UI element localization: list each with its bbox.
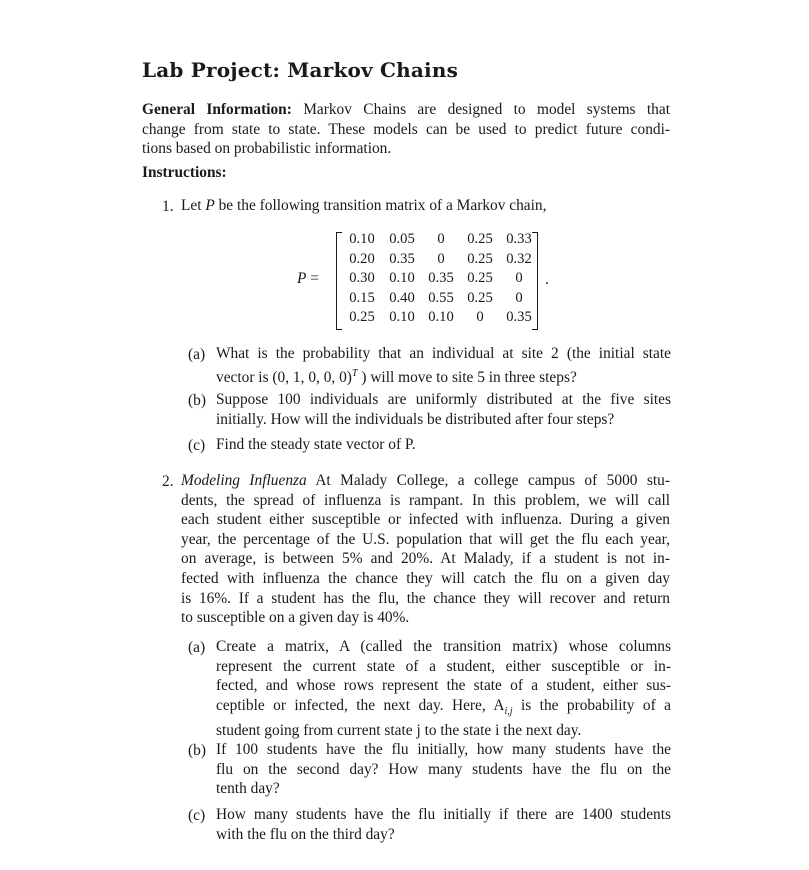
matrix-cell: 0.10 (428, 309, 454, 326)
matrix-cell: 0 (437, 231, 445, 247)
matrix-cell: 0.55 (428, 289, 454, 306)
matrix-cell: 0.10 (349, 231, 375, 247)
text-line: student going from current state j to the state i the next day. (216, 722, 582, 740)
matrix-cell: 0.25 (467, 289, 493, 306)
text-line: At Malady College, a college campus of 5000 stu- (306, 472, 670, 489)
text-line: with the flu on the third day? (216, 825, 395, 843)
text-line: Create a matrix, A (called the transition matrix) whose columns (216, 638, 671, 655)
matrix-cell: 0.25 (467, 270, 493, 287)
part-label: (b) (188, 392, 206, 409)
page-title: Lab Project: Markov Chains (142, 58, 459, 82)
matrix-period: . (545, 271, 549, 288)
matrix-cell: 0.32 (506, 250, 532, 267)
matrix-cell: 0.25 (467, 250, 493, 267)
matrix-cell: 0 (515, 289, 523, 306)
text-line: is the probability of a (512, 696, 671, 714)
text-line: year, the percentage of the U.S. population that will get the flu each year, (181, 530, 670, 548)
text-line: flu on the second day? How many students have the flu on the (216, 760, 671, 778)
problem-title: Modeling Influenza (181, 472, 307, 489)
part-1b-text (216, 390, 671, 429)
text-line: to susceptible on a given day is 40%. (181, 609, 410, 627)
vector-text: vector is (0, 1, 0, 0, 0) (216, 368, 352, 386)
text-line: What is the probability that an individual at site 2 (the initial state (216, 345, 671, 362)
general-info-line: change from state to state. These models can be used to predict future condi- (142, 120, 670, 138)
problem-number: 1. (162, 198, 174, 215)
matrix-cell: 0.15 (349, 289, 375, 306)
part-2a-text (216, 637, 671, 741)
transpose-superscript: T (351, 367, 358, 379)
matrix-cell: 0.25 (467, 231, 493, 247)
matrix-cell: 0 (476, 309, 484, 326)
intro-text: Let (181, 197, 206, 214)
index-subscript: i,j (504, 705, 513, 717)
text-line: each student either susceptible or infected with influenza. During a given (181, 511, 670, 529)
instructions-heading: Instructions: (142, 164, 227, 181)
text-line: Suppose 100 individuals are uniformly distributed at the five sites (216, 391, 671, 408)
matrix-grid (342, 231, 538, 329)
part-1c-text (216, 435, 671, 455)
text-line: on average, is between 5% and 20%. At Malady, if a student is not in- (181, 550, 670, 568)
part-1a-text (216, 344, 671, 387)
general-info-line: tions based on probabilistic information. (142, 140, 392, 158)
part-label: (c) (188, 437, 206, 454)
problem-number: 2. (162, 473, 174, 490)
matrix-cell: 0 (437, 250, 445, 267)
general-info-label: General Information: (142, 101, 292, 118)
text-line: If 100 students have the flu initially, how many students have the (216, 741, 671, 758)
matrix-cell: 0.35 (389, 250, 415, 267)
general-information (142, 100, 670, 159)
matrix-cell: 0.40 (389, 289, 415, 306)
part-label: (a) (188, 639, 206, 656)
text-line: ceptible or infected, the next day. Here, A (216, 696, 505, 714)
matrix-cell: 0.35 (506, 309, 532, 326)
matrix-cell: 0.33 (506, 231, 532, 247)
text-line: dents, the spread of influenza is rampant. In this problem, we will call (181, 491, 670, 509)
text-line: fected with influenza the chance they will catch the flu on a given day (181, 569, 670, 587)
matrix-cell: 0.05 (389, 231, 415, 247)
text-line: initially. How will the individuals be distributed after four steps? (216, 410, 615, 428)
matrix-cell: 0.35 (428, 270, 454, 287)
right-bracket (532, 232, 538, 330)
matrix-cell: 0.30 (349, 270, 375, 287)
part-label: (c) (188, 807, 206, 824)
text-line: fected, and whose rows represent the state of a student, either sus- (216, 677, 671, 695)
intro-text: be the following transition matrix of a Markov chain, (214, 197, 547, 214)
part-label: (b) (188, 742, 206, 759)
text-line: represent the current state of a student, either susceptible or in- (216, 657, 671, 675)
matrix-variable: P (205, 197, 215, 214)
problem-2-text (181, 471, 670, 628)
problem-intro (181, 196, 546, 216)
text-line: ) will move to site 5 in three steps? (357, 368, 577, 386)
matrix-cell: 0.20 (349, 250, 375, 267)
part-label: (a) (188, 346, 206, 363)
matrix-cell: 0.10 (389, 309, 415, 326)
text-line: is 16%. If a student has the flu, the chance they will recover and return (181, 589, 670, 607)
part-2b-text (216, 740, 671, 799)
matrix-label: P = (297, 270, 319, 287)
matrix-cell: 0.25 (349, 309, 375, 326)
text-line: How many students have the flu initially if there are 1400 students (216, 806, 671, 823)
matrix-cell: 0.10 (389, 270, 415, 287)
general-info-line: Markov Chains are designed to model systems that (291, 101, 670, 118)
part-2c-text (216, 805, 671, 844)
text-line: Find the steady state vector of P. (216, 436, 416, 453)
text-line: tenth day? (216, 780, 280, 798)
matrix-cell: 0 (515, 270, 523, 287)
